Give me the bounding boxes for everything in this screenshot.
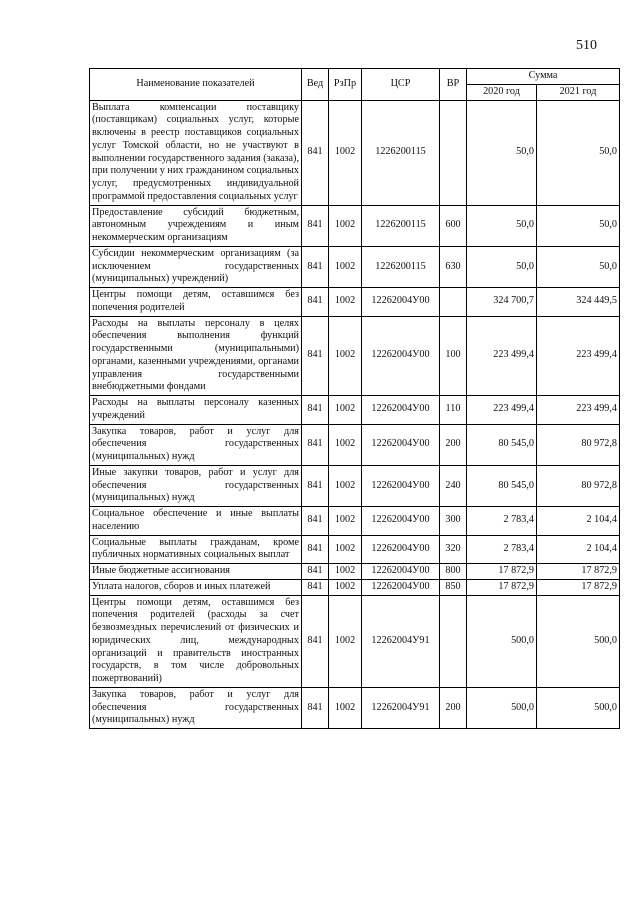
sum-2021-cell: 50,0 <box>537 246 620 287</box>
ved-cell: 841 <box>302 465 329 506</box>
sum-2020-cell: 500,0 <box>467 595 537 687</box>
ved-cell: 841 <box>302 595 329 687</box>
sum-2021-cell: 80 972,8 <box>537 465 620 506</box>
csr-cell: 12262004У91 <box>362 687 440 728</box>
csr-cell: 1226200115 <box>362 100 440 205</box>
ved-cell: 841 <box>302 205 329 246</box>
rzpr-cell: 1002 <box>329 424 362 465</box>
table-row <box>90 535 620 564</box>
sum-2021-cell: 500,0 <box>537 687 620 728</box>
vr-cell: 100 <box>440 316 467 396</box>
csr-cell: 12262004У00 <box>362 579 440 595</box>
header-2020: 2020 год <box>467 84 537 100</box>
header-csr: ЦСР <box>362 69 440 101</box>
csr-cell: 12262004У00 <box>362 535 440 564</box>
name-cell: Социальные выплаты гражданам, кроме публичных нормативных социальных выплат <box>90 535 302 564</box>
sum-2021-cell: 223 499,4 <box>537 316 620 396</box>
header-rzpr: РзПр <box>329 69 362 101</box>
csr-cell: 1226200115 <box>362 246 440 287</box>
rzpr-cell: 1002 <box>329 205 362 246</box>
sum-2021-cell: 80 972,8 <box>537 424 620 465</box>
header-vr: ВР <box>440 69 467 101</box>
ved-cell: 841 <box>302 507 329 536</box>
csr-cell: 12262004У00 <box>362 507 440 536</box>
ved-cell: 841 <box>302 424 329 465</box>
rzpr-cell: 1002 <box>329 465 362 506</box>
vr-cell: 110 <box>440 396 467 425</box>
ved-cell: 841 <box>302 288 329 317</box>
vr-cell: 630 <box>440 246 467 287</box>
name-cell: Расходы на выплаты персоналу казенных учреждений <box>90 396 302 425</box>
sum-2020-cell: 80 545,0 <box>467 424 537 465</box>
vr-cell: 200 <box>440 687 467 728</box>
rzpr-cell: 1002 <box>329 595 362 687</box>
vr-cell: 600 <box>440 205 467 246</box>
ved-cell: 841 <box>302 687 329 728</box>
name-cell: Закупка товаров, работ и услуг для обеспечения государственных (муниципальных) нужд <box>90 424 302 465</box>
header-ved: Вед <box>302 69 329 101</box>
ved-cell: 841 <box>302 564 329 580</box>
sum-2020-cell: 50,0 <box>467 246 537 287</box>
header-sum: Сумма <box>467 69 620 85</box>
csr-cell: 12262004У91 <box>362 595 440 687</box>
rzpr-cell: 1002 <box>329 246 362 287</box>
rzpr-cell: 1002 <box>329 396 362 425</box>
rzpr-cell: 1002 <box>329 100 362 205</box>
sum-2021-cell: 17 872,9 <box>537 579 620 595</box>
rzpr-cell: 1002 <box>329 564 362 580</box>
sum-2020-cell: 500,0 <box>467 687 537 728</box>
header-2021: 2021 год <box>537 84 620 100</box>
sum-2020-cell: 2 783,4 <box>467 507 537 536</box>
ved-cell: 841 <box>302 396 329 425</box>
table-row <box>90 424 620 465</box>
rzpr-cell: 1002 <box>329 579 362 595</box>
vr-cell: 800 <box>440 564 467 580</box>
sum-2020-cell: 223 499,4 <box>467 316 537 396</box>
name-cell: Уплата налогов, сборов и иных платежей <box>90 579 302 595</box>
table-row <box>90 396 620 425</box>
budget-table <box>89 68 620 729</box>
page-number: 510 <box>576 38 597 53</box>
ved-cell: 841 <box>302 100 329 205</box>
table-row <box>90 246 620 287</box>
sum-2021-cell: 223 499,4 <box>537 396 620 425</box>
sum-2021-cell: 2 104,4 <box>537 535 620 564</box>
vr-cell <box>440 100 467 205</box>
table-row <box>90 579 620 595</box>
header-name: Наименование показателей <box>90 69 302 101</box>
ved-cell: 841 <box>302 579 329 595</box>
sum-2020-cell: 17 872,9 <box>467 564 537 580</box>
sum-2021-cell: 500,0 <box>537 595 620 687</box>
table-row <box>90 595 620 687</box>
name-cell: Центры помощи детям, оставшимся без попечения родителей (расходы за счет безвозмездных перечислений от физических и юридических лиц, международных организаций и правительств иностранных государств, в том числе добровольных пожертвований) <box>90 595 302 687</box>
name-cell: Выплата компенсации поставщику (поставщикам) социальных услуг, которые включены в реестр поставщиков социальных услуг Томской области, но не участвуют в выполнении государственного задания (заказа), при получении у них гражданином социальных услуг, предусмотренных индивидуальной программой предоставления социальных услуг <box>90 100 302 205</box>
sum-2020-cell: 50,0 <box>467 100 537 205</box>
table-row <box>90 316 620 396</box>
csr-cell: 12262004У00 <box>362 424 440 465</box>
sum-2020-cell: 2 783,4 <box>467 535 537 564</box>
csr-cell: 12262004У00 <box>362 396 440 425</box>
vr-cell: 850 <box>440 579 467 595</box>
name-cell: Субсидии некоммерческим организациям (за исключением государственных (муниципальных) учреждений) <box>90 246 302 287</box>
name-cell: Предоставление субсидий бюджетным, автономным учреждениям и иным некоммерческим организациям <box>90 205 302 246</box>
sum-2021-cell: 2 104,4 <box>537 507 620 536</box>
name-cell: Социальное обеспечение и иные выплаты населению <box>90 507 302 536</box>
ved-cell: 841 <box>302 535 329 564</box>
name-cell: Расходы на выплаты персоналу в целях обеспечения выполнения функций государственными (муниципальными) органами, казенными учреждениями, органами управления государственными внебюджетными фондами <box>90 316 302 396</box>
name-cell: Закупка товаров, работ и услуг для обеспечения государственных (муниципальных) нужд <box>90 687 302 728</box>
vr-cell: 200 <box>440 424 467 465</box>
csr-cell: 12262004У00 <box>362 288 440 317</box>
vr-cell <box>440 288 467 317</box>
sum-2020-cell: 324 700,7 <box>467 288 537 317</box>
csr-cell: 1226200115 <box>362 205 440 246</box>
rzpr-cell: 1002 <box>329 288 362 317</box>
table-body <box>90 100 620 729</box>
name-cell: Иные закупки товаров, работ и услуг для обеспечения государственных (муниципальных) нужд <box>90 465 302 506</box>
ved-cell: 841 <box>302 246 329 287</box>
name-cell: Центры помощи детям, оставшимся без попечения родителей <box>90 288 302 317</box>
sum-2020-cell: 80 545,0 <box>467 465 537 506</box>
sum-2021-cell: 50,0 <box>537 205 620 246</box>
vr-cell <box>440 595 467 687</box>
rzpr-cell: 1002 <box>329 507 362 536</box>
sum-2020-cell: 223 499,4 <box>467 396 537 425</box>
csr-cell: 12262004У00 <box>362 564 440 580</box>
sum-2020-cell: 17 872,9 <box>467 579 537 595</box>
rzpr-cell: 1002 <box>329 535 362 564</box>
table-row <box>90 288 620 317</box>
table-row <box>90 687 620 728</box>
vr-cell: 320 <box>440 535 467 564</box>
sum-2021-cell: 17 872,9 <box>537 564 620 580</box>
sum-2021-cell: 50,0 <box>537 100 620 205</box>
table-row <box>90 100 620 205</box>
rzpr-cell: 1002 <box>329 316 362 396</box>
csr-cell: 12262004У00 <box>362 316 440 396</box>
csr-cell: 12262004У00 <box>362 465 440 506</box>
sum-2020-cell: 50,0 <box>467 205 537 246</box>
table-row <box>90 205 620 246</box>
name-cell: Иные бюджетные ассигнования <box>90 564 302 580</box>
vr-cell: 300 <box>440 507 467 536</box>
vr-cell: 240 <box>440 465 467 506</box>
rzpr-cell: 1002 <box>329 687 362 728</box>
ved-cell: 841 <box>302 316 329 396</box>
table-row <box>90 564 620 580</box>
table-row <box>90 465 620 506</box>
table-row <box>90 507 620 536</box>
sum-2021-cell: 324 449,5 <box>537 288 620 317</box>
